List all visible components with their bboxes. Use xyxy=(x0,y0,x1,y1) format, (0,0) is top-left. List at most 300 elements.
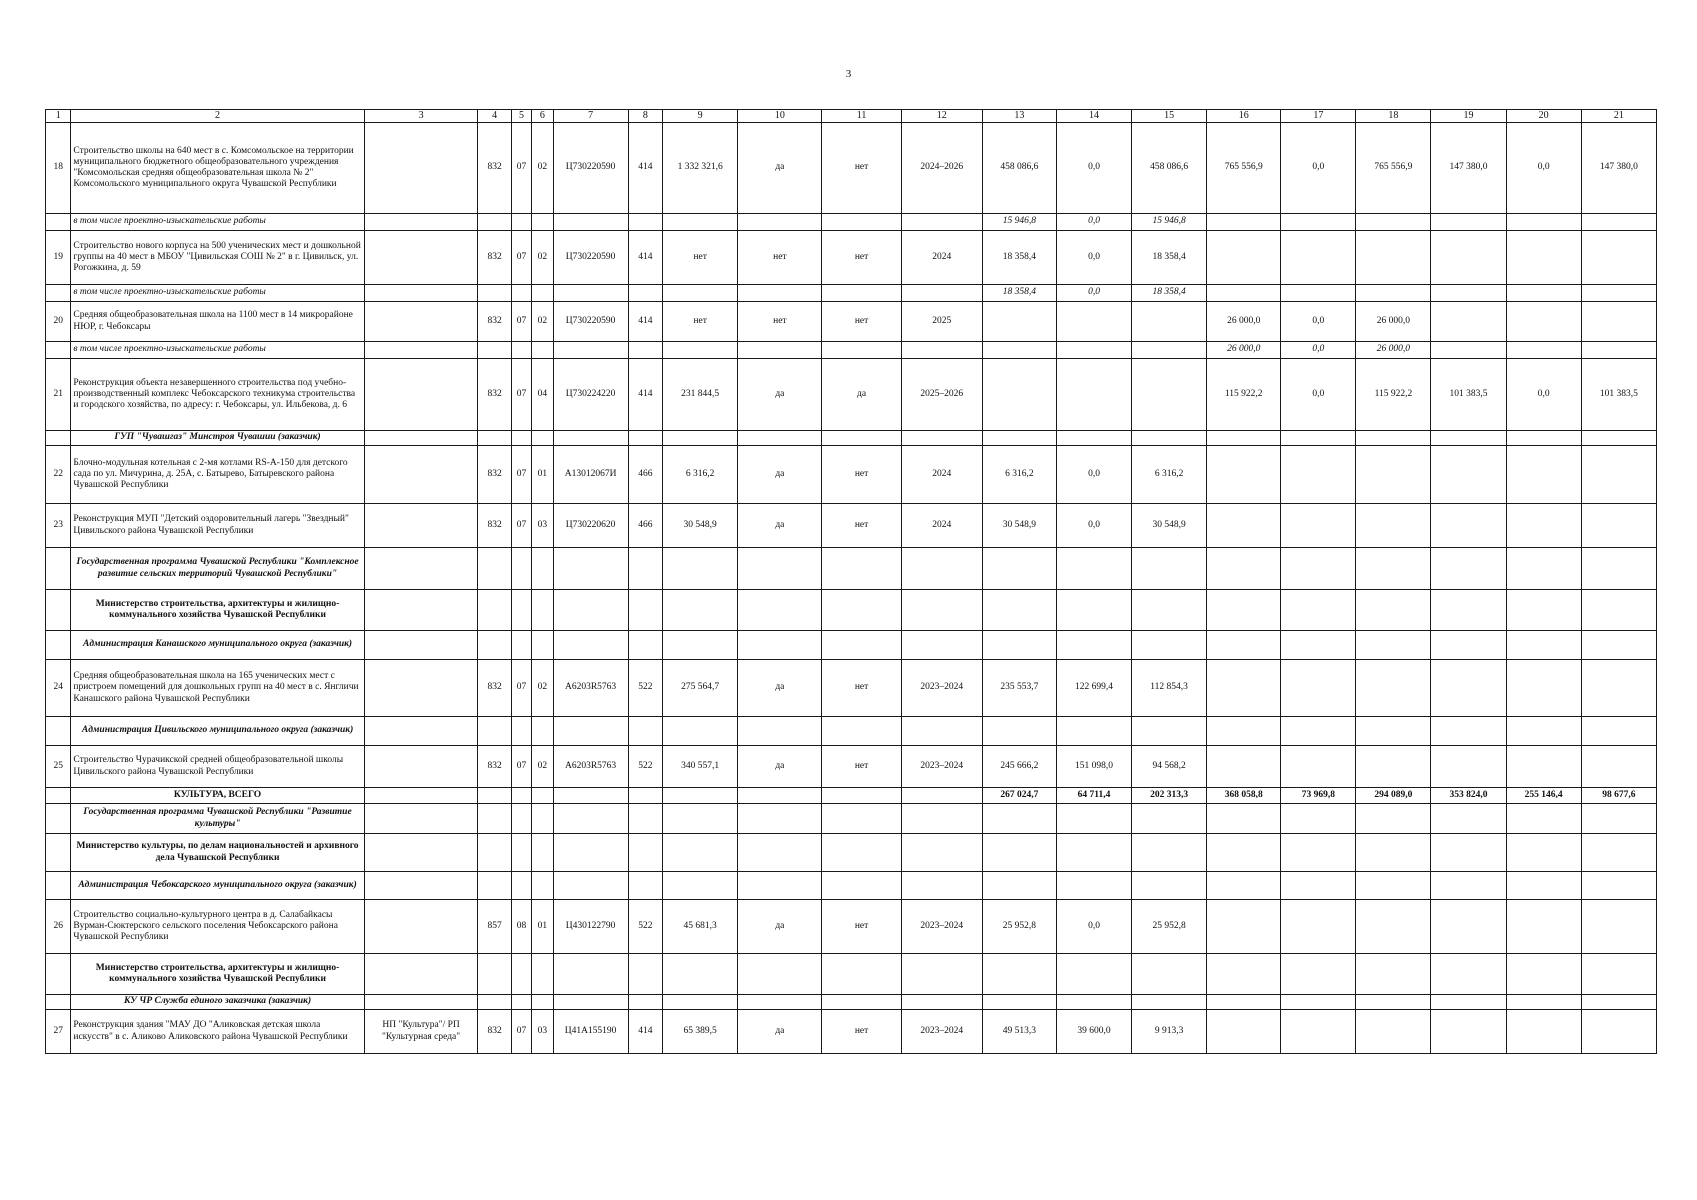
table-cell xyxy=(1581,995,1656,1010)
table-cell xyxy=(663,285,738,302)
table-cell xyxy=(1207,804,1281,834)
table-cell xyxy=(1207,1010,1281,1054)
table-cell: 15 946,8 xyxy=(1132,214,1207,231)
table-cell xyxy=(511,834,531,872)
table-cell xyxy=(553,788,628,804)
table-cell: 18 358,4 xyxy=(982,231,1056,285)
row-number-cell: 25 xyxy=(46,746,71,788)
table-cell xyxy=(364,231,478,285)
table-cell xyxy=(1207,231,1281,285)
table-cell xyxy=(901,431,982,446)
row-number-cell xyxy=(46,804,71,834)
table-cell xyxy=(1132,954,1207,995)
table-cell: 0,0 xyxy=(1056,123,1131,214)
table-cell: 02 xyxy=(532,660,553,717)
table-cell xyxy=(478,788,511,804)
table-cell: 98 677,6 xyxy=(1581,788,1656,804)
table-cell: 414 xyxy=(628,302,663,342)
col-header: 13 xyxy=(982,110,1056,123)
table-cell xyxy=(1056,342,1131,359)
table-cell xyxy=(364,804,478,834)
table-cell xyxy=(663,214,738,231)
table-cell xyxy=(1506,900,1581,954)
table-cell xyxy=(901,342,982,359)
table-cell xyxy=(364,995,478,1010)
table-cell: 03 xyxy=(532,504,553,548)
table-cell xyxy=(478,214,511,231)
table-cell xyxy=(532,995,553,1010)
object-name-cell: ГУП "Чувашгаз" Минстроя Чувашии (заказчик) xyxy=(71,431,364,446)
table-cell xyxy=(628,834,663,872)
col-header: 4 xyxy=(478,110,511,123)
table-cell: 01 xyxy=(532,446,553,504)
table-cell xyxy=(478,342,511,359)
table-cell xyxy=(628,342,663,359)
table-cell xyxy=(1506,1010,1581,1054)
col-header: 10 xyxy=(738,110,822,123)
table-cell xyxy=(1431,746,1506,788)
table-cell xyxy=(1207,431,1281,446)
table-cell: 07 xyxy=(511,231,531,285)
table-cell: 2024 xyxy=(901,231,982,285)
table-cell xyxy=(1356,504,1431,548)
table-cell xyxy=(1281,872,1356,900)
table-cell: 2025 xyxy=(901,302,982,342)
table-cell: 07 xyxy=(511,746,531,788)
object-name-cell: в том числе проектно-изыскательские работы xyxy=(71,342,364,359)
table-cell: Ц41А155190 xyxy=(553,1010,628,1054)
table-cell xyxy=(1132,717,1207,746)
row-number-cell: 26 xyxy=(46,900,71,954)
table-cell xyxy=(1506,431,1581,446)
table-cell xyxy=(738,342,822,359)
table-cell xyxy=(982,834,1056,872)
table-cell xyxy=(553,548,628,590)
table-cell: нет xyxy=(822,1010,901,1054)
table-cell: 6 316,2 xyxy=(1132,446,1207,504)
table-cell: 147 380,0 xyxy=(1581,123,1656,214)
table-cell xyxy=(364,631,478,660)
table-cell xyxy=(1056,590,1131,631)
table-cell xyxy=(1356,214,1431,231)
table-cell xyxy=(364,660,478,717)
table-cell xyxy=(1431,285,1506,302)
table-cell xyxy=(1207,834,1281,872)
table-cell xyxy=(1207,717,1281,746)
col-header: 12 xyxy=(901,110,982,123)
row-number-cell: 19 xyxy=(46,231,71,285)
section-heading-row xyxy=(46,431,1657,446)
table-cell xyxy=(1581,746,1656,788)
table-cell xyxy=(1132,995,1207,1010)
table-cell xyxy=(1431,804,1506,834)
table-cell: 832 xyxy=(478,359,511,431)
table-cell: Ц730224220 xyxy=(553,359,628,431)
table-cell xyxy=(1431,231,1506,285)
table-cell xyxy=(982,804,1056,834)
table-cell: 458 086,6 xyxy=(1132,123,1207,214)
table-cell: 112 854,3 xyxy=(1132,660,1207,717)
table-cell xyxy=(1281,900,1356,954)
table-cell xyxy=(822,214,901,231)
table-cell: 0,0 xyxy=(1281,302,1356,342)
table-cell xyxy=(822,631,901,660)
table-cell xyxy=(511,342,531,359)
object-name-cell: Государственная программа Чувашской Республики "Комплексное развитие сельских территорий Чувашской Республики" xyxy=(71,548,364,590)
table-cell xyxy=(738,804,822,834)
table-cell xyxy=(532,548,553,590)
table-cell xyxy=(822,834,901,872)
table-cell xyxy=(982,590,1056,631)
table-cell: 26 000,0 xyxy=(1356,342,1431,359)
table-cell xyxy=(1356,872,1431,900)
table-cell xyxy=(1356,746,1431,788)
table-cell xyxy=(532,788,553,804)
section-heading-row xyxy=(46,995,1657,1010)
table-cell xyxy=(822,590,901,631)
table-cell xyxy=(1581,590,1656,631)
table-cell xyxy=(1581,804,1656,834)
table-cell: да xyxy=(822,359,901,431)
subtotal-row xyxy=(46,214,1657,231)
table-cell: НП "Культура"/ РП "Культурная среда" xyxy=(364,1010,478,1054)
table-cell xyxy=(511,995,531,1010)
col-header: 1 xyxy=(46,110,71,123)
table-cell: 522 xyxy=(628,660,663,717)
table-cell xyxy=(738,717,822,746)
object-name-cell: Администрация Цивильского муниципального округа (заказчик) xyxy=(71,717,364,746)
table-cell xyxy=(1281,590,1356,631)
table-cell xyxy=(1207,631,1281,660)
table-cell xyxy=(1207,995,1281,1010)
table-cell: 245 666,2 xyxy=(982,746,1056,788)
table-cell xyxy=(1056,804,1131,834)
table-cell xyxy=(364,214,478,231)
subtotal-row xyxy=(46,342,1657,359)
table-cell xyxy=(511,788,531,804)
table-cell xyxy=(738,995,822,1010)
table-cell xyxy=(1356,900,1431,954)
table-cell: 02 xyxy=(532,746,553,788)
table-cell xyxy=(1506,548,1581,590)
table-cell: 2024 xyxy=(901,504,982,548)
table-cell xyxy=(901,834,982,872)
table-cell: 294 089,0 xyxy=(1356,788,1431,804)
table-cell xyxy=(478,590,511,631)
table-cell: 18 358,4 xyxy=(1132,285,1207,302)
table-cell: 2023–2024 xyxy=(901,900,982,954)
table-cell: 101 383,5 xyxy=(1581,359,1656,431)
table-cell xyxy=(628,788,663,804)
table-cell: 2023–2024 xyxy=(901,1010,982,1054)
row-number-cell xyxy=(46,872,71,900)
table-cell xyxy=(364,446,478,504)
table-cell: 25 952,8 xyxy=(982,900,1056,954)
table-cell xyxy=(901,872,982,900)
table-cell xyxy=(1356,1010,1431,1054)
page-number: 3 xyxy=(845,68,852,80)
table-cell: 30 548,9 xyxy=(1132,504,1207,548)
table-cell: Ц430122790 xyxy=(553,900,628,954)
table-row xyxy=(46,359,1657,431)
object-name-cell: Строительство нового корпуса на 500 ученических мест и дошкольной группы на 40 мест в МБОУ "Цивильская СОШ № 2" в г. Цивильск, ул. Рогожкина, д. 59 xyxy=(71,231,364,285)
section-heading-row xyxy=(46,717,1657,746)
object-name-cell: Блочно-модульная котельная с 2-мя котлами RS-A-150 для детского сада по ул. Мичурина, д. 25А, с. Батырево, Батыревского района Чувашской Республики xyxy=(71,446,364,504)
table-cell: 353 824,0 xyxy=(1431,788,1506,804)
table-cell xyxy=(1431,872,1506,900)
table-cell: 765 556,9 xyxy=(1207,123,1281,214)
table-cell: да xyxy=(738,660,822,717)
table-cell: 07 xyxy=(511,446,531,504)
table-cell xyxy=(1506,504,1581,548)
table-cell: 08 xyxy=(511,900,531,954)
total-row xyxy=(46,788,1657,804)
table-cell: 832 xyxy=(478,123,511,214)
table-cell xyxy=(532,631,553,660)
table-cell: 340 557,1 xyxy=(663,746,738,788)
table-cell xyxy=(982,342,1056,359)
table-cell xyxy=(982,359,1056,431)
table-cell xyxy=(982,431,1056,446)
table-row xyxy=(46,504,1657,548)
table-cell xyxy=(532,214,553,231)
table-cell: 6 316,2 xyxy=(663,446,738,504)
table-cell xyxy=(478,285,511,302)
table-cell xyxy=(1581,717,1656,746)
table-cell xyxy=(738,872,822,900)
table-cell: 2023–2024 xyxy=(901,660,982,717)
table-cell xyxy=(1431,631,1506,660)
table-cell: 267 024,7 xyxy=(982,788,1056,804)
row-number-cell xyxy=(46,342,71,359)
table-cell: 15 946,8 xyxy=(982,214,1056,231)
table-cell xyxy=(822,954,901,995)
table-cell xyxy=(1431,446,1506,504)
table-cell xyxy=(1506,285,1581,302)
table-cell: 0,0 xyxy=(1506,359,1581,431)
table-cell xyxy=(532,717,553,746)
table-cell xyxy=(628,804,663,834)
table-cell xyxy=(1056,717,1131,746)
table-row xyxy=(46,1010,1657,1054)
table-cell: да xyxy=(738,900,822,954)
table-cell xyxy=(1506,631,1581,660)
table-cell xyxy=(663,548,738,590)
table-cell: 18 358,4 xyxy=(1132,231,1207,285)
object-name-cell: Строительство социально-культурного центра в д. Салабайкасы Вурман-Сюктерского сельского поселения Чебоксарского района Чувашской Республики xyxy=(71,900,364,954)
table-cell xyxy=(1281,631,1356,660)
table-cell xyxy=(1356,548,1431,590)
table-cell xyxy=(663,631,738,660)
table-cell xyxy=(1431,302,1506,342)
table-cell xyxy=(1207,746,1281,788)
table-cell xyxy=(1207,872,1281,900)
table-cell xyxy=(822,548,901,590)
table-cell: нет xyxy=(738,231,822,285)
table-cell xyxy=(1056,631,1131,660)
section-heading-row xyxy=(46,631,1657,660)
table-cell xyxy=(1281,548,1356,590)
table-cell xyxy=(1281,954,1356,995)
table-cell xyxy=(628,717,663,746)
table-cell: Ц730220620 xyxy=(553,504,628,548)
object-name-cell: в том числе проектно-изыскательские работы xyxy=(71,285,364,302)
table-cell: 01 xyxy=(532,900,553,954)
table-cell xyxy=(553,872,628,900)
section-heading-row xyxy=(46,834,1657,872)
table-cell xyxy=(1207,504,1281,548)
table-cell xyxy=(478,872,511,900)
object-name-cell: Реконструкция объекта незавершенного строительства под учебно-производственный комплекс Чебоксарского техникума строительства и городского хозяйства, по адресу: г. Чебоксары, ул. Ильбекова, д. 6 xyxy=(71,359,364,431)
table-cell xyxy=(663,804,738,834)
table-cell: 0,0 xyxy=(1281,123,1356,214)
table-cell: нет xyxy=(822,302,901,342)
table-cell xyxy=(1281,504,1356,548)
table-cell: 18 358,4 xyxy=(982,285,1056,302)
table-cell: 147 380,0 xyxy=(1431,123,1506,214)
table-cell xyxy=(1056,548,1131,590)
row-number-cell xyxy=(46,548,71,590)
table-cell: 2023–2024 xyxy=(901,746,982,788)
table-cell xyxy=(1056,954,1131,995)
col-header: 7 xyxy=(553,110,628,123)
table-cell xyxy=(663,342,738,359)
table-cell: А13012067И xyxy=(553,446,628,504)
table-cell xyxy=(1581,431,1656,446)
table-cell xyxy=(1356,631,1431,660)
section-heading-row xyxy=(46,548,1657,590)
object-name-cell: КУ ЧР Служба единого заказчика (заказчик) xyxy=(71,995,364,1010)
table-cell xyxy=(1431,995,1506,1010)
table-cell xyxy=(1506,717,1581,746)
table-cell xyxy=(1506,302,1581,342)
table-cell: 522 xyxy=(628,900,663,954)
table-cell xyxy=(532,342,553,359)
table-cell xyxy=(1132,834,1207,872)
table-cell: 832 xyxy=(478,746,511,788)
table-cell xyxy=(738,285,822,302)
row-number-cell: 18 xyxy=(46,123,71,214)
table-cell: 414 xyxy=(628,1010,663,1054)
table-cell: 02 xyxy=(532,302,553,342)
table-cell: нет xyxy=(822,123,901,214)
section-heading-row xyxy=(46,804,1657,834)
table-cell: 368 058,8 xyxy=(1207,788,1281,804)
table-cell xyxy=(738,548,822,590)
table-cell xyxy=(1207,660,1281,717)
table-cell xyxy=(901,285,982,302)
table-cell: 466 xyxy=(628,446,663,504)
table-cell xyxy=(511,804,531,834)
table-cell: 101 383,5 xyxy=(1431,359,1506,431)
table-cell xyxy=(663,954,738,995)
table-cell xyxy=(553,431,628,446)
table-cell xyxy=(478,834,511,872)
col-header: 6 xyxy=(532,110,553,123)
table-cell: 2024 xyxy=(901,446,982,504)
table-cell xyxy=(1506,446,1581,504)
table-cell xyxy=(1132,302,1207,342)
table-cell xyxy=(738,590,822,631)
table-cell xyxy=(982,954,1056,995)
table-cell xyxy=(628,548,663,590)
row-number-cell: 24 xyxy=(46,660,71,717)
table-cell: нет xyxy=(822,504,901,548)
table-cell xyxy=(1356,717,1431,746)
table-cell: 1 332 321,6 xyxy=(663,123,738,214)
table-cell xyxy=(553,954,628,995)
table-cell xyxy=(511,548,531,590)
table-cell: 466 xyxy=(628,504,663,548)
table-cell: да xyxy=(738,504,822,548)
table-cell: нет xyxy=(822,660,901,717)
table-cell: 275 564,7 xyxy=(663,660,738,717)
table-cell: 94 568,2 xyxy=(1132,746,1207,788)
table-cell: 122 699,4 xyxy=(1056,660,1131,717)
table-cell xyxy=(1581,231,1656,285)
table-cell xyxy=(1056,302,1131,342)
table-cell: 30 548,9 xyxy=(982,504,1056,548)
table-cell xyxy=(628,631,663,660)
row-number-cell xyxy=(46,788,71,804)
col-header: 8 xyxy=(628,110,663,123)
table-cell xyxy=(1431,214,1506,231)
row-number-cell xyxy=(46,631,71,660)
section-heading-row xyxy=(46,590,1657,631)
col-header: 20 xyxy=(1506,110,1581,123)
table-cell: 03 xyxy=(532,1010,553,1054)
table-cell xyxy=(822,788,901,804)
table-cell: 231 844,5 xyxy=(663,359,738,431)
table-cell xyxy=(553,214,628,231)
table-cell xyxy=(532,431,553,446)
row-number-cell xyxy=(46,285,71,302)
table-cell xyxy=(1356,446,1431,504)
table-cell xyxy=(1207,548,1281,590)
table-cell xyxy=(628,214,663,231)
object-name-cell: Строительство школы на 640 мест в с. Комсомольское на территории муниципального бюджетного общеобразовательного учреждения "Комсомольская средняя общеобразовательная школа № 2" Комсомольского муниципального округа Чувашской Республики xyxy=(71,123,364,214)
table-row xyxy=(46,660,1657,717)
table-cell xyxy=(1431,954,1506,995)
table-cell xyxy=(1056,834,1131,872)
table-cell xyxy=(982,872,1056,900)
table-cell xyxy=(901,590,982,631)
table-cell: 07 xyxy=(511,359,531,431)
table-cell xyxy=(511,285,531,302)
table-cell: 0,0 xyxy=(1056,446,1131,504)
table-cell: 45 681,3 xyxy=(663,900,738,954)
table-cell xyxy=(1506,804,1581,834)
row-number-cell xyxy=(46,717,71,746)
table-cell: 04 xyxy=(532,359,553,431)
table-cell: 832 xyxy=(478,302,511,342)
row-number-cell: 23 xyxy=(46,504,71,548)
table-cell xyxy=(1132,359,1207,431)
table-cell xyxy=(364,285,478,302)
row-number-cell xyxy=(46,995,71,1010)
table-cell xyxy=(663,717,738,746)
table-cell: 0,0 xyxy=(1056,900,1131,954)
table-cell: 414 xyxy=(628,123,663,214)
table-cell: нет xyxy=(822,446,901,504)
table-cell xyxy=(822,995,901,1010)
table-cell xyxy=(1431,548,1506,590)
table-cell: 832 xyxy=(478,1010,511,1054)
subtotal-row xyxy=(46,285,1657,302)
table-cell: 6 316,2 xyxy=(982,446,1056,504)
table-cell xyxy=(738,214,822,231)
table-cell xyxy=(1132,631,1207,660)
